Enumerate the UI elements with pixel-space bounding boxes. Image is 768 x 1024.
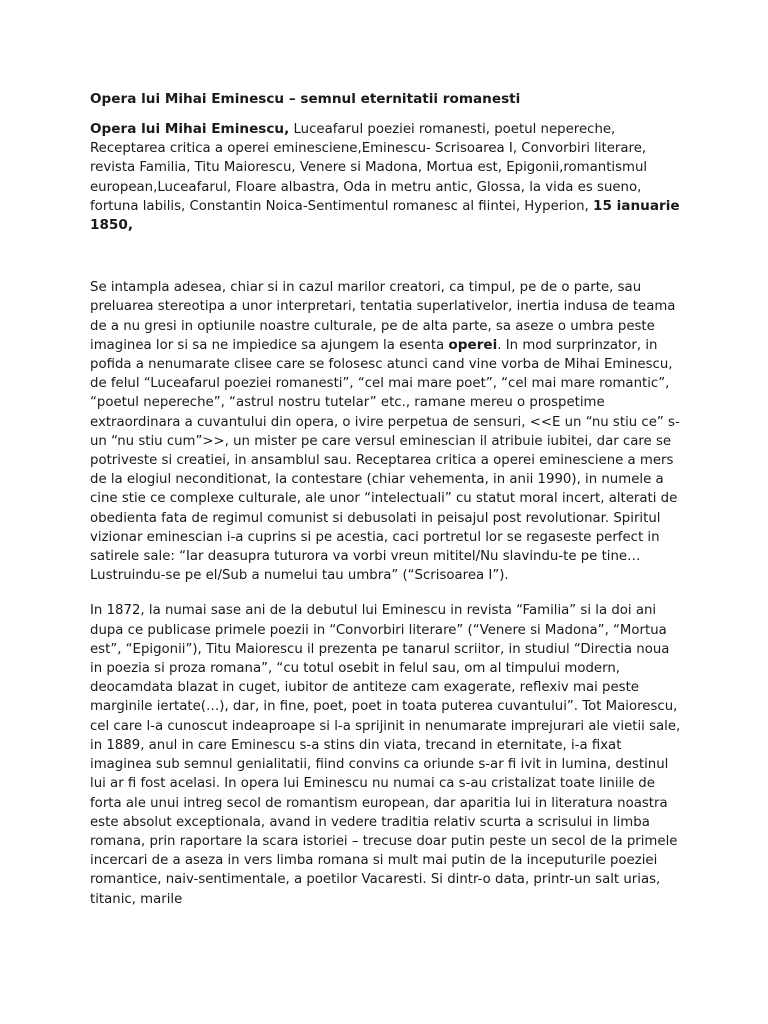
paragraph-1-bold-word: operei (448, 336, 498, 353)
spacer (90, 235, 682, 278)
paragraph-1-part-1: Se intampla adesea, chiar si in cazul marilor creatori, ca timpul, pe de o parte, sau preluarea stereotipa a unor interpretari, tentatia superlativelor, inertia indusa de teama de a nu gresi in optiunile noastre culturale, pe de alta parte, sa aseze o umbra peste imaginea lor si sa ne impiedice sa ajungem la esenta (90, 280, 676, 353)
intro-lead-bold: Opera lui Mihai Eminescu, (90, 121, 290, 137)
document-title: Opera lui Mihai Eminescu – semnul eternitatii romanesti (90, 91, 521, 107)
body-paragraph-2 (90, 601, 682, 908)
intro-text: Luceafarul poeziei romanesti, poetul nepereche, Receptarea critica a operei eminesciene,Eminescu- Scrisoarea I, Convorbiri literare, revista Familia, Titu Maiorescu, Venere si Madona, Mortua est, Epigonii,romantismul european,Luceafarul, Floare albastra, Oda in metru antic, Glossa, la vida es sueno, fortuna labilis, Constantin Noica-Sentimentul romanesc al fiintei, Hyperion, (90, 122, 648, 214)
document-page (90, 88, 682, 909)
spacer (90, 585, 682, 601)
intro-paragraph (90, 120, 682, 235)
paragraph-2-text: In 1872, la numai sase ani de la debutul lui Eminescu in revista “Familia” si la doi ani dupa ce publicase primele poezii in “Convorbiri literare” (“Venere si Madona”, “Mortua est”, “Epigonii”), Titu Maiorescu il prezenta pe tanarul scriitor, in studiul “Directia noua in poezia si proza romana”, “cu totul osebit in felul sau, om al timpului modern, deocamdata blazat in cuget, iubitor de antiteze cam exagerate, reflexiv mai peste marginile iertate(…), dar, in fine, poet, poet in toata puterea cuvantului”. Tot Maiorescu, cel care l-a cunoscut indeaproape si l-a sprijinit in nenumarate imprejurari ale vietii sale, in 1889, anul in care Eminescu s-a stins din viata, trecand in eternitate, i-a fixat imaginea sub semnul genialitatii, fiind convins ca oriunde s-ar fi ivit in lumina, destinul lui ar fi fost acelasi. In opera lui Eminescu nu numai ca s-au cristalizat toate liniile de forta ale unui intreg secol de romantism european, dar aparitia lui in literatura noastra este absolut exceptionala, avand in vedere traditia relativ scurta a scrisului in limba romana, prin raportare la scara istoriei – trecuse doar putin peste un secol de la primele incercari de a aseza in vers limba romana si mult mai putin de la inceputurile poeziei romantice, naiv-sentimentale, a poetilor Vacaresti. Si dintr-o data, printr-un salt urias, titanic, marile (90, 603, 681, 907)
body-paragraph-1 (90, 278, 682, 585)
intro-date-bold: 15 ianuarie 1850, (90, 197, 680, 234)
paragraph-1-part-2: . In mod surprinzator, in pofida a nenumarate clisee care se folosesc atunci cand vine vorba de Mihai Eminescu, de felul “Luceafarul poeziei romanesti”, “cel mai mare poet”, “cel mai mare romantic”, “poetul nepereche”, “astrul nostru tutelar” etc., ramane mereu o prospetime extraordinara a cuvantului din opera, o ivire perpetua de sensuri, <<E un “nu stiu ce” s-un “nu stiu cum”>>, un mister pe care versul eminescian il atribuie iubitei, dar care se potriveste si creatiei, in ansamblul sau. Receptarea critica a operei eminesciene a mers de la elogiul neconditionat, la contestare (chiar vehementa, in anii 1990), in numele a cine stie ce complexe culturale, ale unor “intelectuali” cu statut moral incert, alterati de obedienta fata de regimul comunist si debusolati in peisajul post revolutionar. Spiritul vizionar eminescian i-a cuprins si pe acestia, caci portretul lor se regaseste perfect in satirele sale: “Iar deasupra tuturora va vorbi vreun mititel/Nu slavindu-te pe tine… Lustruindu-se pe el/Sub a numelui tau umbra” (“Scrisoarea I”). (90, 337, 680, 584)
